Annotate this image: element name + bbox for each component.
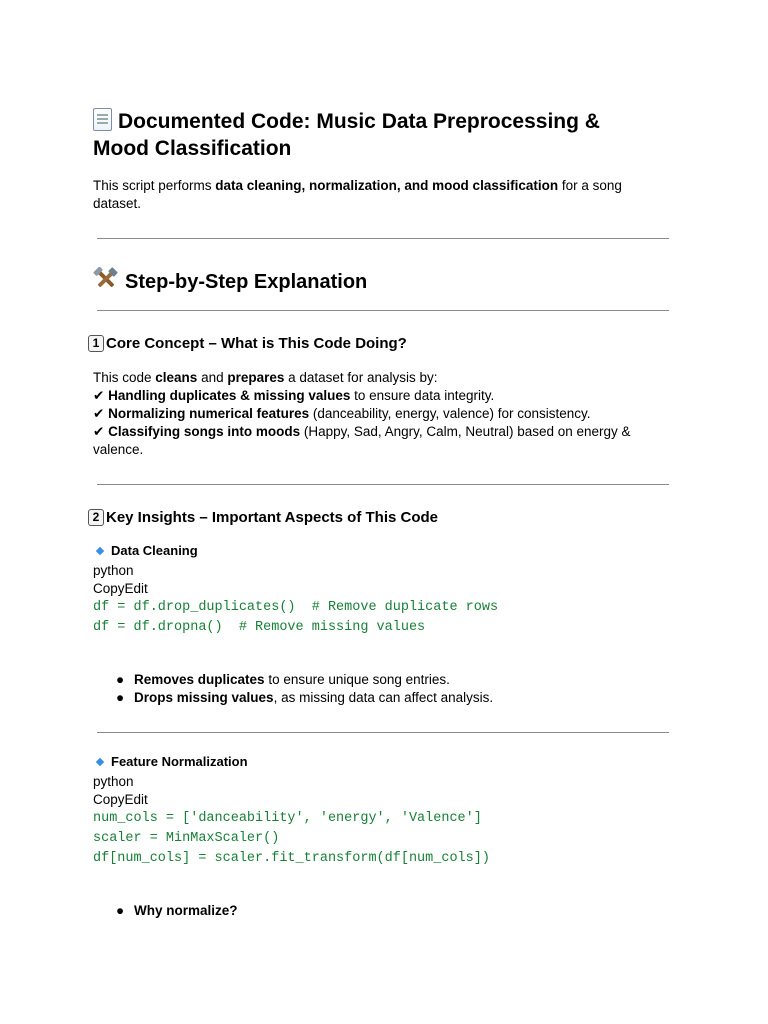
intro-paragraph: This script performs data cleaning, normalization, and mood classification for a song dataset.	[93, 178, 622, 211]
blue-diamond-icon	[96, 758, 104, 766]
code-line: df = df.drop_duplicates() # Remove duplicate rows	[93, 600, 499, 615]
list-item: ● Drops missing values, as missing data can affect analysis.	[116, 690, 494, 705]
keycap-two-icon: 2	[88, 509, 104, 526]
copy-edit-button[interactable]: CopyEdit	[93, 792, 148, 807]
section-2-heading: 2 Key Insights – Important Aspects of This Code	[88, 509, 438, 526]
divider	[97, 732, 669, 733]
bullet-icon: ●	[116, 672, 125, 687]
check-icon: ✔	[93, 388, 105, 403]
list-item: ● Removes duplicates to ensure unique song entries.	[116, 672, 450, 687]
code-line: num_cols = ['danceability', 'energy', 'Valence']	[93, 811, 482, 826]
check-icon: ✔	[93, 406, 105, 421]
section-1-body: This code cleans and prepares a dataset for analysis by: ✔ Handling duplicates & missing values to ensure data integrity. ✔ Normalizing numerical features (danceability, energy, valence) for consistency. ✔ Classifying songs into moods (Happy, Sad, Angry, Calm, Neutral) based on energy & valence.	[93, 370, 631, 457]
list-item: ● Why normalize?	[116, 903, 238, 918]
page-icon	[93, 108, 112, 131]
tools-icon	[93, 267, 119, 297]
subsection-data-cleaning: Data Cleaning	[93, 543, 198, 558]
check-icon: ✔	[93, 424, 105, 439]
code-line: scaler = MinMaxScaler()	[93, 831, 280, 846]
page-title: Documented Code: Music Data Preprocessing & Mood Classification	[93, 110, 600, 160]
keycap-one-icon: 1	[88, 335, 104, 352]
bullet-icon: ●	[116, 690, 125, 705]
code-language-label: python	[93, 774, 134, 789]
copy-edit-button[interactable]: CopyEdit	[93, 581, 148, 596]
code-line: df = df.dropna() # Remove missing values	[93, 620, 426, 635]
section-1-heading: 1 Core Concept – What is This Code Doing?	[88, 335, 407, 352]
code-language-label: python	[93, 563, 134, 578]
subsection-feature-normalization: Feature Normalization	[93, 754, 248, 769]
code-line: df[num_cols] = scaler.fit_transform(df[num_cols])	[93, 851, 490, 866]
blue-diamond-icon	[96, 547, 104, 555]
divider	[97, 238, 669, 239]
section-heading-step-by-step: Step-by-Step Explanation	[93, 267, 367, 297]
divider	[97, 310, 669, 311]
bullet-icon: ●	[116, 903, 125, 918]
divider	[97, 484, 669, 485]
